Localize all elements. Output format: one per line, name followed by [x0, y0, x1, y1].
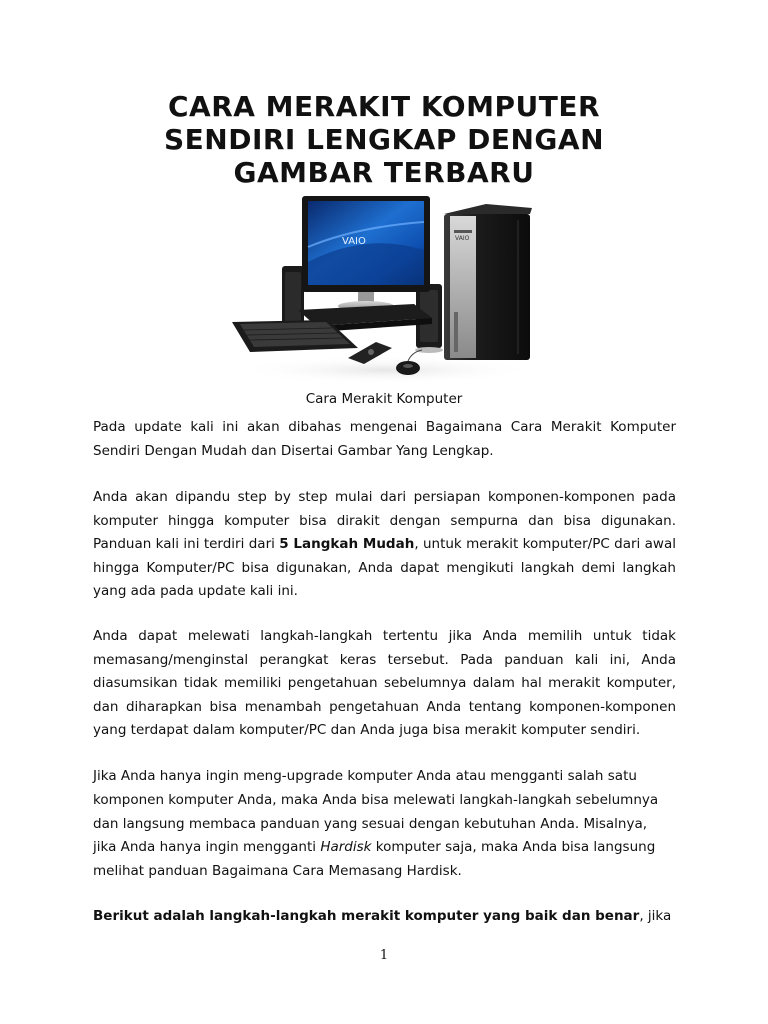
- text-line: dan langsung membaca panduan yang sesuai dengan kebutuhan Anda. Misalnya,: [93, 815, 648, 832]
- text-line: yang ada pada update kali ini.: [93, 583, 298, 599]
- text-line: dan diharapkan bisa menambah pengetahuan Anda tentang komponen-komponen: [93, 698, 676, 715]
- text-line: Sendiri Dengan Mudah dan Disertai Gambar Yang Lengkap.: [93, 442, 494, 459]
- page-title: [92, 90, 676, 189]
- tower-logo-text: VAIO: [455, 235, 470, 242]
- text-line: komponen komputer Anda, maka Anda bisa melewati langkah-langkah sebelumnya: [93, 791, 659, 808]
- monitor-logo-text: VAIO: [342, 236, 366, 247]
- text-line: memasang/menginstal perangkat keras tersebut. Pada panduan kali ini, Anda: [93, 651, 676, 668]
- text-line: komputer hingga komputer bisa dirakit dengan sempurna dan bisa digunakan.: [93, 512, 676, 529]
- page-number: 1: [379, 948, 389, 963]
- text-line: Pada update kali ini akan dibahas mengenai Bagaimana Cara Merakit Komputer: [93, 419, 676, 435]
- computer-set-image: [226, 192, 536, 384]
- text-line: melihat panduan Bagaimana Cara Memasang Hardisk.: [93, 863, 462, 880]
- text-line: Anda akan dipandu step by step mulai dari persiapan komponen-komponen pada: [93, 489, 676, 505]
- text-line: jika Anda hanya ingin mengganti Hardisk komputer saja, maka Anda bisa langsung: [93, 839, 656, 856]
- title-line: SENDIRI LENGKAP DENGAN: [163, 123, 605, 156]
- image-caption: Cara Merakit Komputer: [305, 391, 463, 407]
- paragraph-steps: [93, 905, 676, 929]
- italic-hardisk: Hardisk: [320, 839, 372, 856]
- text-line: Panduan kali ini terdiri dari 5 Langkah Mudah, untuk merakit komputer/PC dari awal: [93, 536, 676, 552]
- pc-tower: [444, 204, 532, 360]
- text-line: Jika Anda hanya ingin meng-upgrade komputer Anda atau mengganti salah satu: [93, 768, 637, 784]
- text-line: hingga Komputer/PC bisa digunakan, Anda dapat mengikuti langkah demi langkah: [93, 559, 676, 576]
- paragraph-intro: [93, 416, 676, 463]
- text-line: diasumsikan tidak memiliki pengetahuan sebelumnya dalam hal merakit komputer,: [93, 675, 676, 691]
- paragraph-upgrade: [93, 765, 676, 884]
- title-line: CARA MERAKIT KOMPUTER: [167, 90, 601, 123]
- paragraph-skip: [93, 625, 676, 743]
- bold-steps-heading: Berikut adalah langkah-langkah merakit komputer yang baik dan benar: [93, 908, 640, 924]
- monitor: [302, 196, 430, 311]
- paragraph-guide: [93, 486, 676, 604]
- title-line: GAMBAR TERBARU: [233, 156, 535, 189]
- bold-steps: 5 Langkah Mudah: [279, 536, 415, 552]
- text-line: yang terdapat dalam komputer/PC dan Anda juga bisa merakit komputer sendiri.: [93, 722, 641, 738]
- text-line: Anda dapat melewati langkah-langkah tertentu jika Anda memilih untuk tidak: [93, 628, 676, 644]
- text-line: Berikut adalah langkah-langkah merakit komputer yang baik dan benar, jika: [93, 908, 672, 924]
